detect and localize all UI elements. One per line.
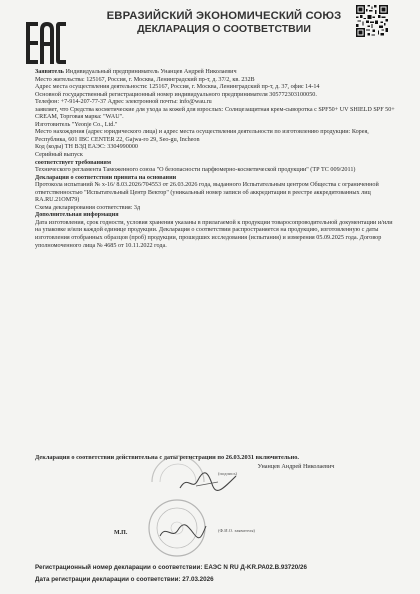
compliance-label: соответствует требованиям (35, 159, 112, 166)
registration-block (35, 562, 395, 586)
applicant-label: Заявитель (35, 69, 64, 75)
activity-address-line: Адрес места осуществления деятельности: 125167, Россия, г. Москва, Ленинградский пр-т, д. 37, офис 14-14 (35, 84, 320, 91)
validity-line: Декларация о соответствии действительна с даты регистрации по 26.03.2031 включительно. (35, 454, 299, 461)
signature-caption: (подпись) (218, 471, 238, 476)
registration-number: ЕАЭС N RU Д-KR.PA02.B.93720/26 (204, 564, 307, 571)
basis-label: Декларация о соответствии принята на основании (35, 174, 177, 181)
document-title: ДЕКЛАРАЦИЯ О СООТВЕТСТВИИ (137, 23, 311, 35)
qr-code-icon (356, 5, 388, 37)
batch-line: Серийный выпуск (35, 152, 83, 159)
tnved-line: Код (коды) ТН ВЭД ЕАЭС: 3304990000 (35, 144, 138, 151)
registration-date: 27.03.2026 (182, 576, 214, 583)
ogrnip-line: Основной государственный регистрационный номер индивидуального предпринимателя 305772303100050. (35, 91, 317, 98)
manufacturer-address-line: Место нахождения (адрес юридического лица) и адрес места осуществления деятельности по изготовлению продукции: Корея, Республика, 601 IBC CENTER 22, Gajwa-ro 29, Seo-gu, Incheon (35, 129, 369, 143)
scheme-line: Схема декларирования соответствия: 3д (35, 204, 141, 211)
manufacturer-line: Изготовитель "Yeonje Co., Ltd." (35, 121, 118, 128)
contacts-line: Телефон: +7-914-207-77-37 Адрес электронной почты: info@wau.ru (35, 99, 212, 106)
registration-number-line (35, 562, 395, 574)
registration-number-label: Регистрационный номер декларации о соответствии: (35, 564, 203, 571)
applicant-name: Индивидуальный предприниматель Унанцев Андрей Николаевич (65, 69, 237, 75)
registration-date-line (35, 574, 395, 586)
extra-info-text: Дата изготовления, срок годности, условия хранения указаны в прилагаемой к продукции товаросопроводительной документации и/или на упаковке и/или каждой единице продукции. Декларация о соответствии распространяется на продукцию, изготовленную с даты изготовления отобранных образцов (проб) продукции, прошедших исследования (испытания) и измерения 05.09.2025 года. Договор уполномоченного лица № 4685 от 10.11.2022 года. (35, 219, 393, 249)
basis-text: Протокола испытаний № x-16/ 8.03.2026/704553 от 26.03.2026 года, выданного Испытательным центром Общества с ограниченной ответственностью "Испытательный Центр Вектор" (уникальный номер записи об аккредитации в реестре аккредитованных лиц RA.RU.21ОМ79) (35, 182, 379, 204)
stamp-mark-label: М.П. (114, 530, 128, 536)
signature-lower-icon (158, 520, 208, 544)
registration-date-label: Дата регистрации декларации о соответствии: (35, 576, 181, 583)
eac-logo-icon (26, 22, 66, 64)
applicant-line (35, 69, 395, 77)
signer-name: Унанцев Андрей Николаевич (257, 463, 335, 470)
declaration-body (35, 69, 395, 250)
extra-info-label: Дополнительная информация (35, 212, 119, 219)
compliance-text: Технического регламента Таможенного союза "О безопасности парфюмерно-косметической продукции" (ТР ТС 009/2011) (35, 167, 356, 174)
residence-line: Место жительства: 125167, Россия, г. Москва, Ленинградский пр-т, д. 37/2, кв. 232В (35, 76, 255, 83)
union-title: ЕВРАЗИЙСКИЙ ЭКОНОМИЧЕСКИЙ СОЮЗ (106, 10, 342, 22)
header-title (94, 10, 354, 35)
signer-caption: (Ф.И.О. заявителя) (218, 528, 255, 533)
declares-line: заявляет, что Средства косметические для ухода за кожей для взрослых: Солнцезащитная крем-сыворотка с SPF50+ UV SHIELD SPF 50+ CREAM, Торговая марка: "WAU". (35, 106, 395, 121)
